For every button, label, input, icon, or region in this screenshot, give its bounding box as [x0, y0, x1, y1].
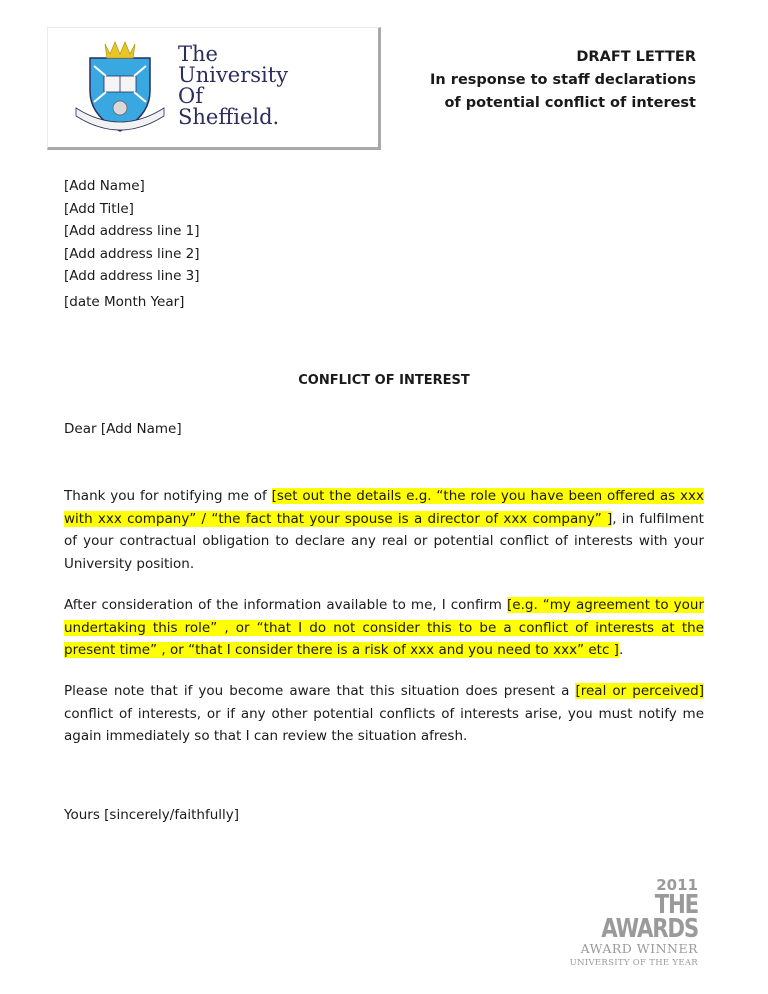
award-subtitle: AWARD WINNER	[580, 941, 698, 956]
paragraph-text: After consideration of the information available to me, I confirm	[64, 597, 508, 613]
logo-line: The	[178, 42, 218, 66]
paragraph-text: Thank you for notifying me of	[64, 488, 272, 504]
letter-subject-heading: CONFLICT OF INTEREST	[298, 373, 470, 388]
paragraph-text: conflict of interests, or if any other potential conflicts of interests arise, you must notify me again immediately so that I can review the situation afresh.	[64, 705, 704, 744]
paragraph-notification	[64, 485, 704, 575]
paragraph-confirmation	[64, 594, 704, 662]
closing-line: Yours [sincerely/faithfully]	[64, 807, 240, 823]
university-wordmark	[178, 44, 288, 128]
letter-header	[430, 46, 696, 115]
university-logo	[47, 27, 381, 150]
logo-line: Sheffield.	[178, 105, 280, 129]
address-line: [Add address line 2]	[64, 245, 200, 262]
letter-date: [date Month Year]	[64, 293, 185, 310]
salutation: Dear [Add Name]	[64, 421, 182, 437]
address-line: [Add address line 1]	[64, 223, 200, 239]
award-year: 2011	[656, 876, 698, 894]
award-badge	[568, 878, 698, 970]
logo-line: University	[178, 63, 289, 87]
address-line: [Add Name]	[64, 178, 145, 194]
university-crest-icon	[70, 36, 170, 136]
placeholder-highlight: [e.g. “my agreement to your undertaking this role” , or “that I do not consider this to be a conflict of interests at the present time” , or “that I consider there is a risk of xxx and you need to xxx” etc ]	[64, 597, 704, 658]
paragraph-notice	[64, 680, 704, 748]
award-title: THE AWARDS	[601, 890, 698, 944]
header-subtitle-line1: In response to staff declarations	[430, 72, 696, 88]
placeholder-highlight: [real or perceived]	[575, 683, 705, 699]
placeholder-highlight: [set out the details e.g. “the role you have been offered as xxx with xxx company” / “the fact that your spouse is a director of xxx company” ]	[64, 488, 704, 527]
header-title: DRAFT LETTER	[576, 49, 696, 65]
award-category: UNIVERSITY OF THE YEAR	[569, 958, 698, 968]
paragraph-text: , in fulfilment of your contractual obligation to declare any real or potential conflict of interests with your University position.	[64, 510, 704, 572]
recipient-address	[64, 175, 200, 313]
paragraph-text: Please note that if you become aware that this situation does present a	[64, 683, 576, 699]
header-subtitle-line2: of potential conflict of interest	[444, 95, 696, 111]
paragraph-text: .	[618, 642, 624, 658]
logo-line: Of	[178, 84, 203, 108]
address-line: [Add Title]	[64, 200, 134, 217]
address-line: [Add address line 3]	[64, 268, 200, 284]
